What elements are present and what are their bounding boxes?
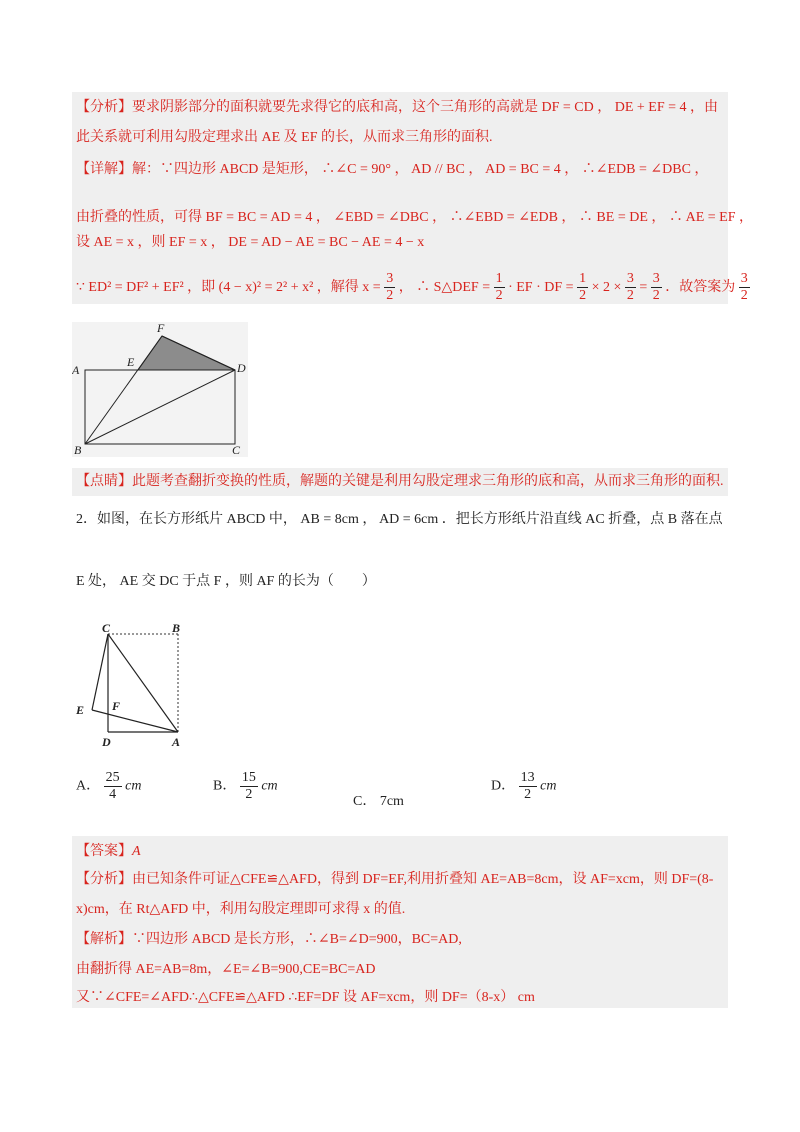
frac-1-2-b: $\frac{1}{2}$ <box>579 271 587 304</box>
comment-text: 此题考查翻折变换的性质，解题的关键是利用勾股定理求三角形的底和高，从而求三角形的面积. <box>132 474 724 489</box>
option-b[interactable] <box>213 770 278 803</box>
label-B: B <box>172 622 181 635</box>
detail-tag: 【详解】 <box>76 162 132 177</box>
option-a[interactable] <box>76 770 141 803</box>
q1-analysis-line1 <box>76 98 726 118</box>
option-text: 7cm <box>379 794 404 809</box>
shaded-triangle <box>138 336 235 370</box>
eq-part-c: · EF · DF = <box>508 280 574 295</box>
analysis-text: 由已知条件可证△CFE≌△AFD，得到 DF=EF,利用折叠知 AE=AB=8cm，设 AF=xcm，则 DF=(8- <box>132 872 714 887</box>
q2-analysis-line2: x)cm，在 Rt△AFD 中，利用勾股定理即可求得 x 的值. <box>76 902 406 917</box>
label-C: C <box>102 622 111 635</box>
eq-part-a: ∵ ED² = DF² + EF² ，即 (4 − x)² = 2² + x² ，解得 x = <box>76 280 381 295</box>
option-a-frac: $\frac{25}{4}$ <box>105 770 120 802</box>
label-E: E <box>127 355 135 369</box>
label-F: F <box>157 322 165 335</box>
q1-detail-line3: 设 AE = x ，则 EF = x ， DE = AD − AE = BC − AE = 4 − x <box>76 235 425 250</box>
q1-analysis-line2: 此关系就可利用勾股定理求出 AE 及 EF 的长，从而求三角形的面积. <box>76 130 493 145</box>
option-d[interactable] <box>491 770 556 803</box>
q2-answer-line <box>76 842 726 862</box>
answer-value: A <box>132 844 141 859</box>
frac-3-2-a: $\frac{3}{2}$ <box>386 271 394 304</box>
frac-1-2-a: $\frac{1}{2}$ <box>495 271 503 304</box>
analysis-text: 要求阴影部分的面积就要先求得它的底和高，这个三角形的高就是 DF = CD ， DE + EF = 4 ，由 <box>132 100 719 115</box>
label-D: D <box>237 361 246 375</box>
q1-detail-line2: 由折叠的性质，可得 BF = BC = AD = 4 ， ∠EBD = ∠DBC ， ∴∠EBD = ∠EDB ， ∴ BE = DE ， ∴ AE = EF ， <box>76 210 754 225</box>
q1-detail-line4 <box>76 268 748 308</box>
label-E: E <box>76 703 85 717</box>
q2-solution-line1 <box>76 930 726 950</box>
q1-detail-line1 <box>76 160 726 180</box>
eq-part-f: ．故答案为 <box>665 280 736 295</box>
q2-solution-line2: 由翻折得 AE=AB=8m，∠E=∠B=900,CE=BC=AD <box>76 962 376 977</box>
solution-text: ∵四边形 ABCD 是长方形，∴∠B=∠D=900，BC=AD, <box>132 932 462 947</box>
label-D: D <box>102 735 111 749</box>
option-letter: B． <box>213 778 237 794</box>
option-unit: cm <box>540 778 557 794</box>
q1-comment-line <box>76 472 726 492</box>
frac-3-2-d: $\frac{3}{2}$ <box>740 271 748 304</box>
label-F: F <box>112 699 121 713</box>
eq-part-e: = <box>639 280 648 295</box>
comment-tag: 【点睛】 <box>76 474 132 489</box>
answer-tag: 【答案】 <box>76 844 132 859</box>
segment-bf <box>85 336 162 444</box>
label-C: C <box>232 443 241 457</box>
analysis-tag: 【分析】 <box>76 100 132 115</box>
eq-part-b: ， ∴ S△DEF = <box>398 280 491 295</box>
label-A: A <box>72 363 80 377</box>
solution-tag: 【解析】 <box>76 932 132 947</box>
analysis-tag: 【分析】 <box>76 872 132 887</box>
label-B: B <box>74 443 82 457</box>
option-letter: D． <box>491 778 516 794</box>
option-letter: C． <box>353 794 377 809</box>
q2-solution-line3: 又∵∠CFE=∠AFD∴△CFE≌△AFD ∴EF=DF 设 AF=xcm，则 DF=（8-x） cm <box>76 990 535 1005</box>
segment-bd <box>85 370 235 444</box>
option-unit: cm <box>125 778 142 794</box>
q2-analysis-line1 <box>76 870 726 890</box>
frac-3-2-b: $\frac{3}{2}$ <box>626 271 634 304</box>
q2-stem-line1: 2．如图，在长方形纸片 ABCD 中， AB = 8cm ， AD = 6cm ．把长方形纸片沿直线 AC 折叠，点 B 落在点 <box>76 512 723 527</box>
q1-figure-svg <box>72 322 248 457</box>
q2-stem-line2: E 处， AE 交 DC 于点 F ，则 AF 的长为（ ） <box>76 574 376 589</box>
q1-figure <box>72 322 248 457</box>
option-d-frac: $\frac{13}{2}$ <box>520 770 535 802</box>
option-letter: A． <box>76 778 101 794</box>
option-unit: cm <box>261 778 278 794</box>
option-b-frac: $\frac{15}{2}$ <box>241 770 256 802</box>
option-c[interactable] <box>353 790 404 810</box>
frac-3-2-c: $\frac{3}{2}$ <box>652 271 660 304</box>
eq-part-d: × 2 × <box>591 280 622 295</box>
q2-figure-svg <box>72 622 192 752</box>
q2-figure <box>72 622 192 752</box>
segment-ce <box>92 634 108 710</box>
label-A: A <box>172 735 181 749</box>
detail-text: 解：∵四边形 ABCD 是矩形， ∴∠C = 90° ， AD // BC ， AD = BC = 4 ， ∴∠EDB = ∠DBC ， <box>132 162 709 177</box>
